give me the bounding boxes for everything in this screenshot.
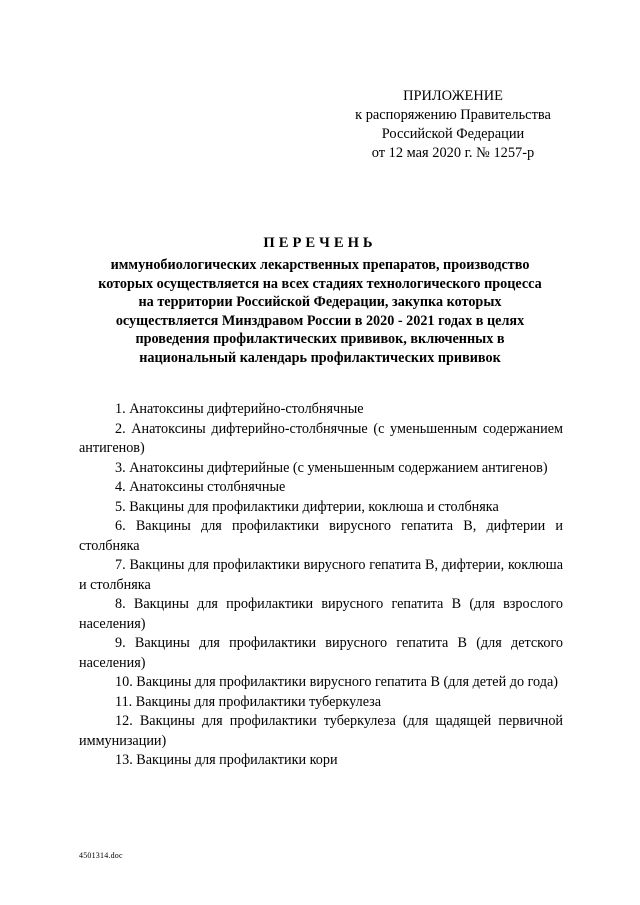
list-item (79, 517, 563, 556)
list-item (79, 400, 563, 420)
document-subtitle (86, 256, 554, 368)
item-text: Анатоксины дифтерийно-столбнячные (с уменьшенным содержанием антигенов) (79, 420, 563, 456)
subtitle-line: иммунобиологических лекарственных препаратов, производство (110, 257, 530, 273)
item-text: Вакцины для профилактики туберкулеза (для щадящей первичной иммунизации) (79, 713, 564, 749)
item-text: Анатоксины дифтерийные (с уменьшенным содержанием антигенов) (129, 459, 548, 476)
item-text: Вакцины для профилактики туберкулеза (135, 693, 382, 710)
item-number: 9. (115, 635, 126, 651)
item-text: Вакцины для профилактики кори (136, 752, 338, 768)
item-number: 2. (115, 420, 126, 437)
vaccine-list (79, 400, 563, 771)
item-text: Вакцины для профилактики вирусного гепатита В, дифтерии, коклюша и столбняка (79, 557, 563, 593)
annex-order-line: к распоряжению Правительства (355, 107, 551, 123)
item-number: 11. (115, 693, 133, 710)
list-item (79, 751, 563, 771)
annex-government-line: Российской Федерации (381, 126, 525, 142)
item-number: 7. (115, 557, 126, 573)
item-number: 1. (115, 401, 126, 417)
list-item (79, 673, 563, 693)
item-number: 10. (115, 674, 133, 690)
item-number: 13. (115, 752, 133, 768)
subtitle-line: проведения профилактических прививок, включенных в (135, 331, 505, 348)
list-item (79, 478, 563, 498)
item-text: Вакцины для профилактики дифтерии, коклюша и столбняка (129, 498, 499, 515)
list-item (79, 712, 563, 751)
file-name-footer: 4501314.doc (79, 851, 123, 860)
item-number: 8. (115, 596, 126, 612)
item-text: Вакцины для профилактики вирусного гепатита В (для взрослого населения) (79, 596, 563, 632)
annex-header (330, 87, 576, 163)
list-item (79, 459, 563, 479)
list-item (79, 634, 563, 673)
list-item (79, 693, 563, 713)
document-title: ПЕРЕЧЕНЬ (263, 235, 377, 251)
item-number: 3. (115, 459, 126, 476)
item-number: 4. (115, 479, 126, 495)
item-number: 12. (115, 713, 133, 729)
item-text: Анатоксины столбнячные (129, 479, 286, 495)
subtitle-line: которых осуществляется на всех стадиях технологического процесса (98, 275, 542, 292)
item-number: 5. (115, 498, 126, 515)
list-item (79, 420, 563, 459)
item-text: Вакцины для профилактики вирусного гепатита В, дифтерии и столбняка (79, 518, 564, 554)
list-item (79, 498, 563, 518)
item-text: Вакцины для профилактики вирусного гепатита В (для детского населения) (79, 635, 563, 671)
subtitle-line: осуществляется Минздравом России в 2020 - 2021 годах в целях (115, 312, 525, 329)
annex-date-number: от 12 мая 2020 г. № 1257-р (371, 145, 535, 161)
item-text: Анатоксины дифтерийно-столбнячные (129, 401, 364, 417)
list-item (79, 595, 563, 634)
item-number: 6. (115, 518, 126, 534)
annex-label: ПРИЛОЖЕНИЕ (403, 88, 503, 104)
subtitle-line: на территории Российской Федерации, закупка которых (138, 294, 502, 311)
item-text: Вакцины для профилактики вирусного гепатита В (для детей до года) (136, 674, 558, 690)
subtitle-line: национальный календарь профилактических прививок (139, 349, 501, 366)
list-item (79, 556, 563, 595)
